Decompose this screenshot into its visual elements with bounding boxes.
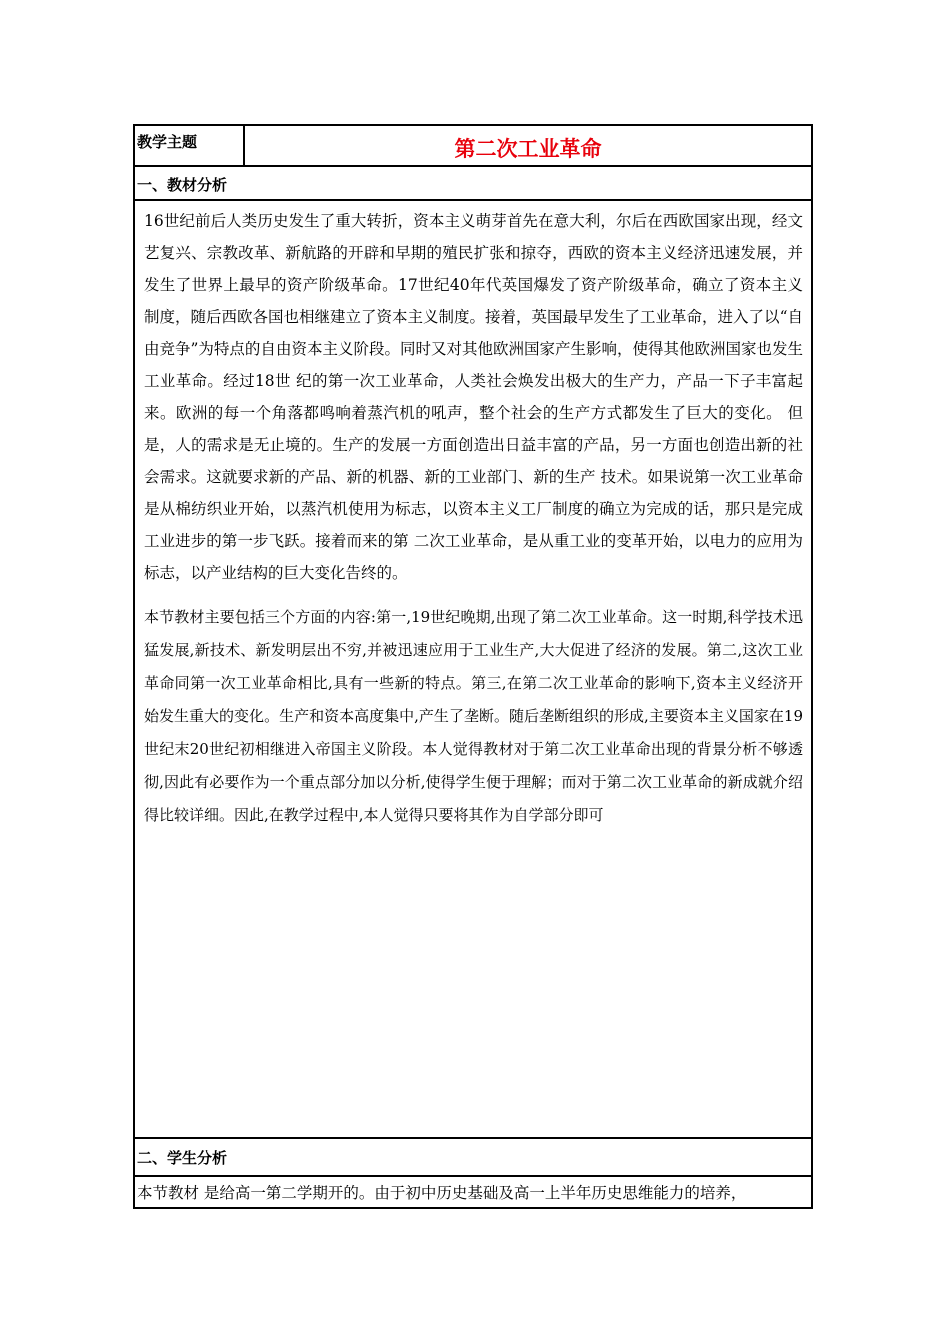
lesson-plan-table: [133, 124, 813, 1209]
textbook-analysis-paragraph-1: 16世纪前后人类历史发生了重大转折，资本主义萌芽首先在意大利，尔后在西欧国家出现，经文艺复兴、宗教改革、新航路的开辟和早期的殖民扩张和掠夺，西欧的资本主义经济迅速发展，并发生了世界上最早的资产阶级革命。17世纪40年代英国爆发了资产阶级革命，确立了资本主义制度，随后西欧各国也相继建立了资本主义制度。接着，英国最早发生了工业革命，进入了以“自由竞争”为特点的自由资本主义阶段。同时又对其他欧洲国家产生影响，使得其他欧洲国家也发生工业革命。经过18世 纪的第一次工业革命，人类社会焕发出极大的生产力，产品一下子丰富起来。欧洲的每一个角落都鸣响着蒸汽机的吼声，整个社会的生产方式都发生了巨大的变化。 但是，人的需求是无止境的。生产的发展一方面创造出日益丰富的产品，另一方面也创造出新的社会需求。这就要求新的产品、新的机器、新的工业部门、新的生产 技术。如果说第一次工业革命是从棉纺织业开始，以蒸汽机使用为标志，以资本主义工厂制度的确立为完成的话，那只是完成工业进步的第一步飞跃。接着而来的第 二次工业革命，是从重工业的变革开始，以电力的应用为标志，以产业结构的巨大变化告终的。: [144, 212, 803, 582]
section-heading-student-analysis: 二、学生分析: [135, 1139, 811, 1177]
textbook-analysis-content: [135, 201, 811, 1139]
topic-title: 第二次工业革命: [454, 137, 602, 161]
topic-label: 教学主题: [135, 126, 245, 165]
textbook-analysis-paragraph-2: 本节教材主要包括三个方面的内容:第一,19世纪晚期,出现了第二次工业革命。这一时期,科学技术迅猛发展,新技术、新发明层出不穷,并被迅速应用于工业生产,大大促进了经济的发展。第二,这次工业革命同第一次工业革命相比,具有一些新的特点。第三,在第二次工业革命的影响下,资本主义经济开始发生重大的变化。生产和资本高度集中,产生了垄断。随后垄断组织的形成,主要资本主义国家在19世纪末20世纪初相继进入帝国主义阶段。本人觉得教材对于第二次工业革命出现的背景分析不够透彻,因此有必要作为一个重点部分加以分析,使得学生便于理解；而对于第二次工业革命的新成就介绍得比较详细。因此,在教学过程中,本人觉得只要将其作为自学部分即可: [144, 608, 803, 824]
student-analysis-paragraph-1: 本节教材 是给高一第二学期开的。由于初中历史基础及高一上半年历史思维能力的培养，: [137, 1184, 747, 1202]
title-row: [135, 126, 811, 167]
section-heading-textbook-analysis: 一、教材分析: [135, 167, 811, 201]
